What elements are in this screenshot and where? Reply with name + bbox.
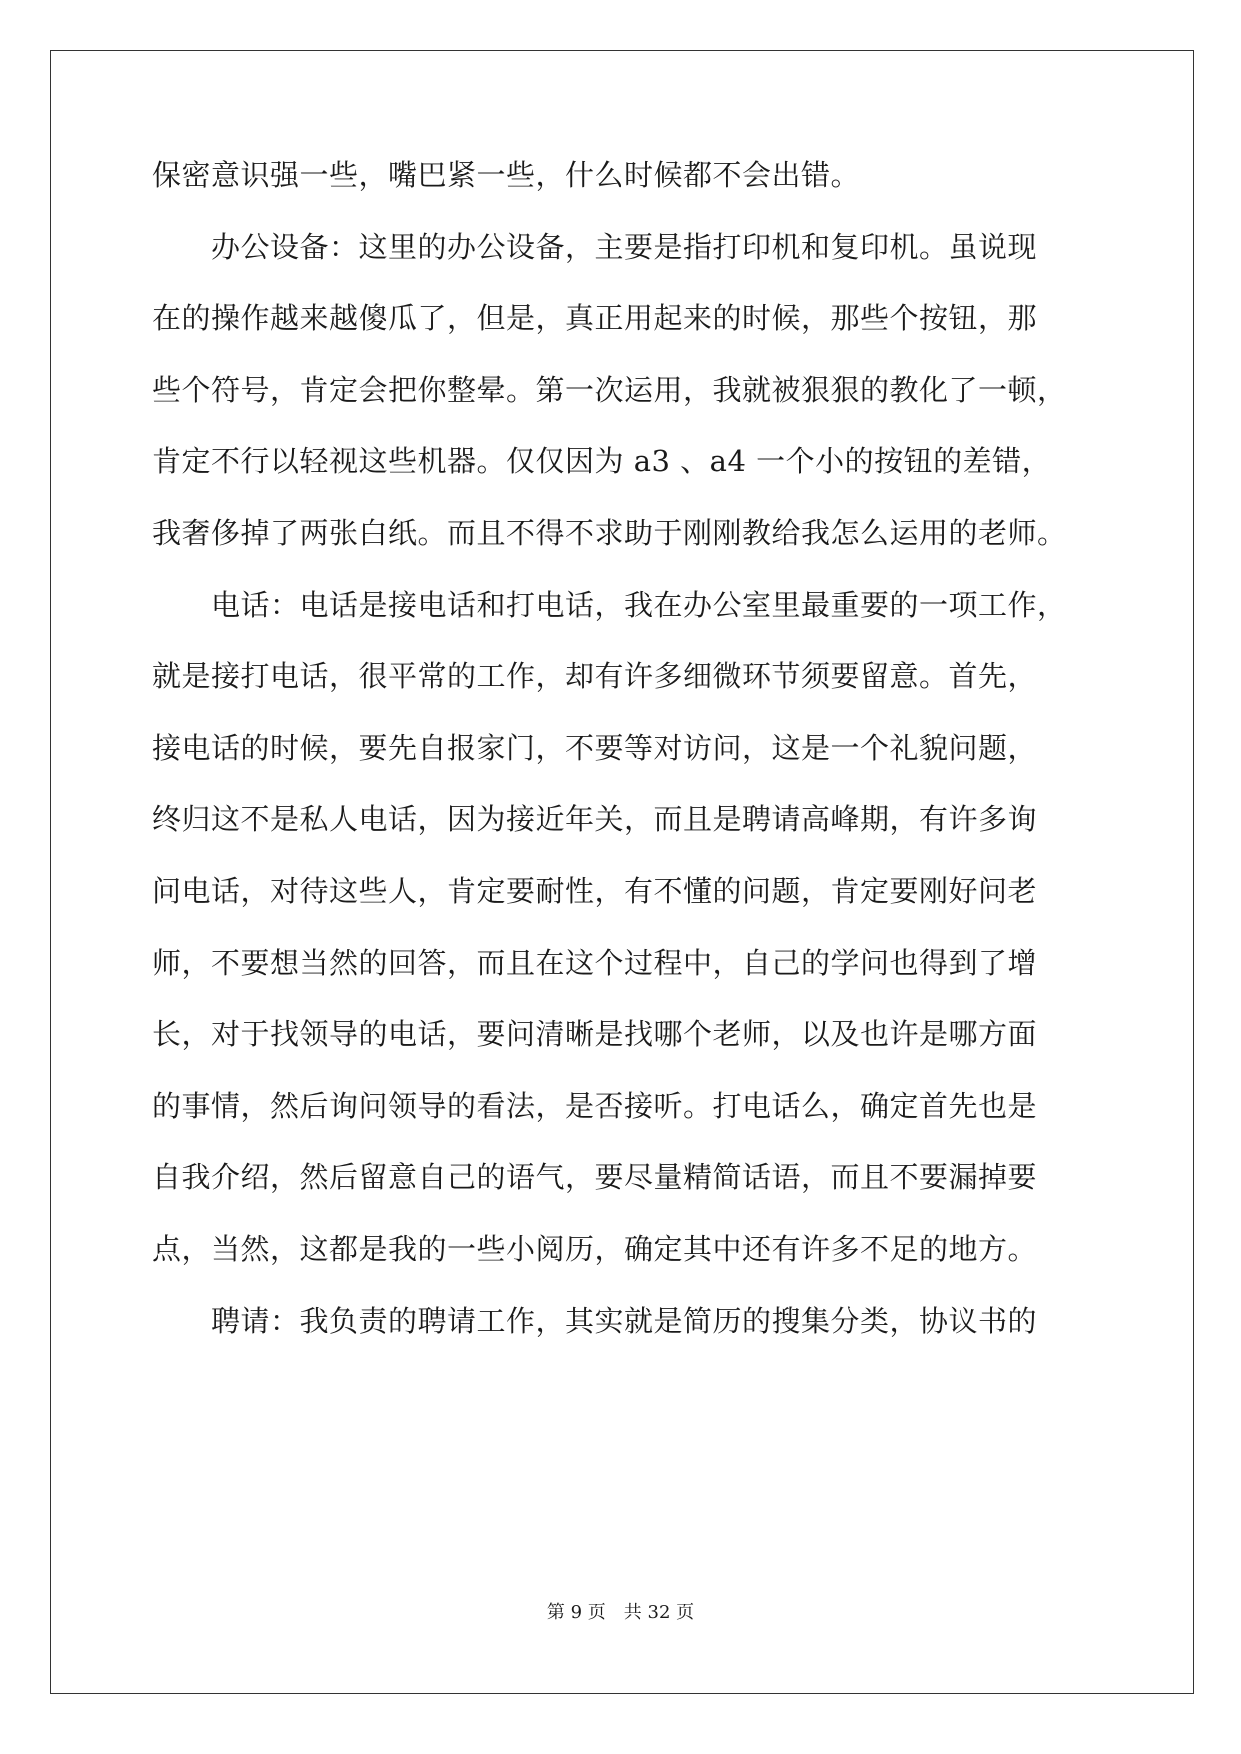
text-line: 问电话，对待这些人，肯定要耐性，有不懂的问题，肯定要刚好问老 xyxy=(152,874,1038,908)
text-line: 点，当然，这都是我的一些小阅历，确定其中还有许多不足的地方。 xyxy=(152,1232,1038,1266)
text-line: 就是接打电话，很平常的工作，却有许多细微环节须要留意。首先， xyxy=(152,659,1038,693)
text-line: 长，对于找领导的电话，要问清晰是找哪个老师，以及也许是哪方面 xyxy=(152,1017,1038,1051)
text-line: 师，不要想当然的回答，而且在这个过程中，自己的学问也得到了增 xyxy=(152,946,1038,980)
text-line: 自我介绍，然后留意自己的语气，要尽量精简话语，而且不要漏掉要 xyxy=(152,1160,1038,1194)
page-border xyxy=(50,50,1194,1694)
text-line: 肯定不行以轻视这些机器。仅仅因为 a3 、a4 一个小的按钮的差错， xyxy=(152,444,1052,478)
text-line: 保密意识强一些，嘴巴紧一些，什么时候都不会出错。 xyxy=(152,158,861,192)
text-line: 电话：电话是接电话和打电话，我在办公室里最重要的一项工作， xyxy=(152,588,1067,622)
text-line: 接电话的时候，要先自报家门，不要等对访问，这是一个礼貌问题， xyxy=(152,731,1038,765)
text-line: 聘请：我负责的聘请工作，其实就是简历的搜集分类，协议书的 xyxy=(152,1304,1038,1338)
text-line: 些个符号，肯定会把你整晕。第一次运用，我就被狠狠的教化了一顿， xyxy=(152,373,1067,407)
text-line: 我奢侈掉了两张白纸。而且不得不求助于刚刚教给我怎么运用的老师。 xyxy=(152,516,1067,550)
text-line: 的事情，然后询问领导的看法，是否接听。打电话么，确定首先也是 xyxy=(152,1089,1038,1123)
page-footer: 第 9 页 共 32 页 xyxy=(546,1602,695,1623)
text-line: 终归这不是私人电话，因为接近年关，而且是聘请高峰期，有许多询 xyxy=(152,802,1038,836)
text-line: 办公设备：这里的办公设备，主要是指打印机和复印机。虽说现 xyxy=(152,230,1038,264)
text-line: 在的操作越来越傻瓜了，但是，真正用起来的时候，那些个按钮，那 xyxy=(152,301,1038,335)
